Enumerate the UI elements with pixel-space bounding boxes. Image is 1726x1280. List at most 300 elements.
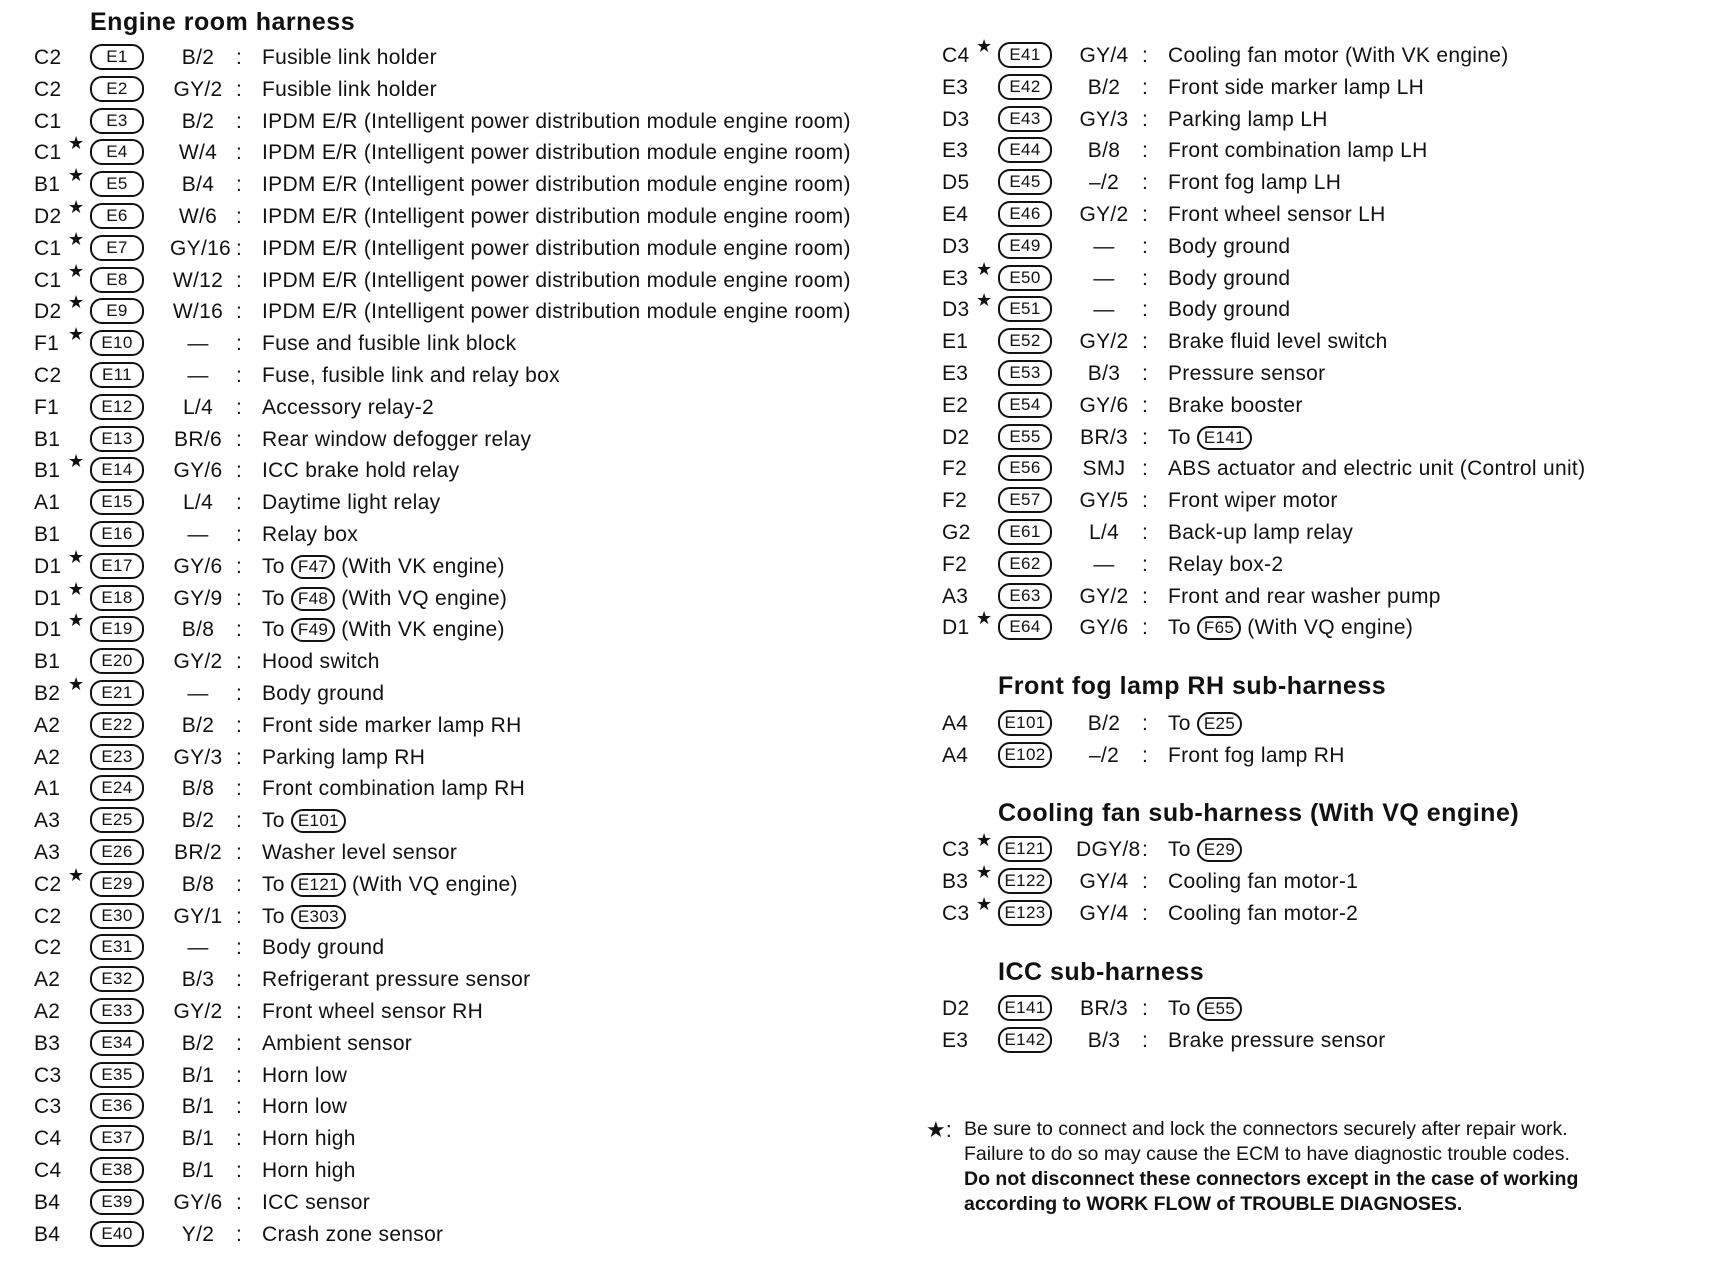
description-suffix: (With VK engine) xyxy=(341,554,505,578)
connector-row xyxy=(0,864,905,901)
connector-badge: E8 xyxy=(90,267,144,293)
grid-ref: C1 xyxy=(34,109,62,133)
connector-badge-wrap xyxy=(998,1027,1052,1053)
section-title: Engine room harness xyxy=(90,8,356,36)
description-text: Fuse and fusible link block xyxy=(262,332,517,356)
grid-ref: A3 xyxy=(34,809,61,833)
connector-row xyxy=(0,932,905,964)
connector-badge: E20 xyxy=(90,648,144,674)
description-text: Front wheel sensor LH xyxy=(1168,203,1386,226)
connector-badge: E44 xyxy=(998,137,1052,163)
connector-row xyxy=(0,228,905,265)
connector-description xyxy=(262,141,851,165)
colon-separator: : xyxy=(236,682,243,705)
connector-badge-wrap xyxy=(90,744,144,770)
target-connector-badge: F65 xyxy=(1197,616,1241,640)
description-text: Front fog lamp RH xyxy=(1168,743,1345,767)
connector-row xyxy=(0,42,905,74)
connector-description xyxy=(262,809,346,833)
connector-badge: E54 xyxy=(998,392,1052,418)
connector-spec: BR/3 xyxy=(1080,997,1128,1020)
connector-badge-wrap xyxy=(90,267,144,293)
connector-spec: B/3 xyxy=(181,968,215,992)
connector-spec: — xyxy=(187,523,209,546)
description-text: ICC sensor xyxy=(262,1190,371,1214)
colon-separator: : xyxy=(1142,1028,1149,1052)
grid-ref: B1 xyxy=(34,650,61,674)
grid-ref: C1 xyxy=(34,141,62,165)
colon-separator: : xyxy=(236,236,243,260)
connector-badge-wrap xyxy=(998,137,1052,163)
colon-separator: : xyxy=(1142,901,1149,925)
description-text: To xyxy=(262,618,285,642)
colon-separator: : xyxy=(1142,139,1149,163)
connector-badge: E30 xyxy=(90,903,144,929)
connector-row xyxy=(0,610,905,646)
connector-row xyxy=(0,964,905,996)
grid-ref: D1 xyxy=(34,586,62,610)
colon-separator: : xyxy=(1142,266,1149,290)
connector-description xyxy=(1168,553,1283,577)
connector-row xyxy=(0,996,905,1028)
connector-badge: E62 xyxy=(998,551,1052,577)
connector-badge: E141 xyxy=(998,995,1052,1021)
description-text: Pressure sensor xyxy=(1168,362,1326,385)
connector-description xyxy=(262,746,425,770)
connector-row xyxy=(920,258,1715,295)
description-text: ABS actuator and electric unit (Control unit) xyxy=(1168,457,1586,481)
connector-description xyxy=(1168,870,1358,894)
colon-separator: : xyxy=(1142,584,1149,608)
colon-separator: : xyxy=(1142,489,1149,513)
connector-badge-wrap xyxy=(998,74,1052,100)
colon-separator: : xyxy=(1142,44,1149,67)
colon-separator: : xyxy=(236,1222,243,1246)
connector-row xyxy=(0,1123,905,1155)
description-text: Crash zone sensor xyxy=(262,1222,444,1246)
colon-separator: : xyxy=(1142,75,1149,99)
connector-badge-wrap xyxy=(90,1221,144,1247)
connector-description xyxy=(262,1000,483,1024)
connector-spec: GY/6 xyxy=(1079,393,1129,417)
description-text: To xyxy=(262,904,285,928)
target-connector-badge: E121 xyxy=(291,873,346,897)
grid-ref: B2 xyxy=(34,682,61,705)
connector-spec: — xyxy=(1093,298,1115,322)
grid-ref: C1 xyxy=(34,268,62,292)
colon-separator: : xyxy=(1142,234,1149,258)
grid-ref: C2 xyxy=(34,77,62,101)
connector-badge-wrap xyxy=(90,108,144,134)
connector-badge-wrap xyxy=(998,868,1052,894)
star-icon: ★ xyxy=(976,861,993,882)
description-text: Cooling fan motor-1 xyxy=(1168,869,1359,893)
connector-badge: E37 xyxy=(90,1125,144,1151)
connector-spec: GY/1 xyxy=(173,904,223,928)
connector-row xyxy=(920,517,1715,549)
connector-row xyxy=(0,710,905,742)
connector-description xyxy=(262,650,380,674)
connector-badge: E14 xyxy=(90,457,144,483)
colon-separator: : xyxy=(236,268,243,292)
connector-badge: E33 xyxy=(90,998,144,1024)
connector-badge-wrap xyxy=(998,296,1052,322)
connector-spec: B/1 xyxy=(181,1127,215,1151)
connector-badge-wrap xyxy=(90,585,144,611)
star-icon: ★ xyxy=(68,228,85,249)
colon-separator: : xyxy=(236,109,243,133)
connector-description xyxy=(262,714,522,738)
connector-spec: — xyxy=(187,332,209,356)
description-text: To xyxy=(262,809,285,833)
colon-separator: : xyxy=(1142,425,1149,449)
connector-badge: E3 xyxy=(90,108,144,134)
description-suffix: (With VQ engine) xyxy=(351,872,518,896)
connector-badge-wrap xyxy=(90,457,144,483)
connector-spec: DGY/8 xyxy=(1076,838,1141,861)
description-text: To xyxy=(1168,425,1191,449)
grid-ref: C2 xyxy=(34,936,62,960)
description-text: To xyxy=(262,872,285,896)
description-text: Brake fluid level switch xyxy=(1168,330,1388,354)
description-text: IPDM E/R (Intelligent power distribution module engine room) xyxy=(262,300,851,324)
grid-ref: B1 xyxy=(34,173,61,197)
connector-row xyxy=(0,742,905,774)
connector-spec: GY/2 xyxy=(1079,330,1129,354)
description-text: Front fog lamp LH xyxy=(1168,171,1342,195)
colon-separator: : xyxy=(236,1063,243,1087)
connector-badge-wrap xyxy=(998,169,1052,195)
description-text: Body ground xyxy=(1168,266,1291,290)
connector-spec: — xyxy=(1093,266,1115,290)
connector-badge: E10 xyxy=(90,330,144,356)
colon-separator: : xyxy=(236,141,243,165)
connector-row xyxy=(920,993,1715,1025)
description-text: Ambient sensor xyxy=(262,1031,413,1055)
description-text: Front wheel sensor RH xyxy=(262,1000,484,1023)
connector-badge: E22 xyxy=(90,712,144,738)
connector-badge-wrap xyxy=(90,1062,144,1088)
connector-badge-wrap xyxy=(998,551,1052,577)
connector-badge-wrap xyxy=(998,614,1052,640)
star-icon: ★ xyxy=(68,165,85,186)
connector-row xyxy=(920,708,1715,740)
description-text: Front side marker lamp LH xyxy=(1168,75,1425,99)
connector-badge: E52 xyxy=(998,328,1052,354)
colon-separator: : xyxy=(236,777,243,801)
connector-description xyxy=(1168,521,1353,545)
target-connector-badge: E101 xyxy=(291,809,346,833)
description-text: Horn high xyxy=(262,1159,356,1182)
colon-separator: : xyxy=(236,491,243,515)
target-connector-badge: E303 xyxy=(291,905,346,929)
description-text: Washer level sensor xyxy=(262,841,458,864)
connector-badge-wrap xyxy=(90,1093,144,1119)
connector-badge: E13 xyxy=(90,426,144,452)
connector-description xyxy=(262,428,531,452)
connector-badge: E142 xyxy=(998,1027,1052,1053)
connector-badge-wrap xyxy=(998,424,1052,450)
connector-row xyxy=(0,106,905,138)
note-star-icon: ★: xyxy=(926,1117,952,1142)
connector-spec: GY/16 xyxy=(170,236,232,260)
star-icon: ★ xyxy=(68,324,85,345)
connector-badge-wrap xyxy=(90,203,144,229)
note-line-2: Failure to do so may cause the ECM to have diagnostic trouble codes. xyxy=(964,1143,1570,1165)
description-text: IPDM E/R (Intelligent power distribution module engine room) xyxy=(262,141,851,165)
description-text: To xyxy=(262,586,285,610)
connector-spec: GY/6 xyxy=(173,1190,223,1214)
connector-description xyxy=(262,300,851,324)
colon-separator: : xyxy=(1142,743,1149,767)
connector-badge: E32 xyxy=(90,966,144,992)
connector-spec: –/2 xyxy=(1088,171,1120,195)
star-icon: ★ xyxy=(976,830,993,850)
connector-badge-wrap xyxy=(90,648,144,674)
connector-spec: SMJ xyxy=(1082,457,1126,481)
connector-row xyxy=(0,360,905,392)
colon-separator: : xyxy=(236,713,243,737)
connector-badge: E24 xyxy=(90,775,144,801)
connector-badge-wrap xyxy=(90,521,144,547)
connector-spec: W/6 xyxy=(178,205,218,228)
connector-spec: GY/4 xyxy=(1079,869,1129,893)
grid-ref: E2 xyxy=(942,393,969,417)
grid-ref: F2 xyxy=(942,457,968,481)
target-connector-badge: E25 xyxy=(1197,712,1242,736)
grid-ref: A2 xyxy=(34,745,61,769)
connector-badge: E49 xyxy=(998,233,1052,259)
description-text: Fuse, fusible link and relay box xyxy=(262,364,560,387)
connector-row xyxy=(0,1028,905,1060)
grid-ref: E1 xyxy=(942,330,969,354)
colon-separator: : xyxy=(236,1095,243,1119)
description-text: IPDM E/R (Intelligent power distribution module engine room) xyxy=(262,173,851,197)
connector-badge-wrap xyxy=(90,680,144,706)
grid-ref: A1 xyxy=(34,777,61,801)
target-connector-badge: E55 xyxy=(1197,997,1242,1021)
connector-badge-wrap xyxy=(998,201,1052,227)
connector-badge-wrap xyxy=(998,900,1052,926)
description-suffix: (With VQ engine) xyxy=(341,586,508,610)
connector-description xyxy=(262,936,384,960)
description-text: Body ground xyxy=(262,682,385,705)
connector-badge-wrap xyxy=(998,455,1052,481)
connector-badge: E63 xyxy=(998,583,1052,609)
description-text: Horn low xyxy=(262,1095,348,1119)
grid-ref: C3 xyxy=(942,838,970,861)
colon-separator: : xyxy=(1142,869,1149,893)
section-title: Front fog lamp RH sub-harness xyxy=(998,672,1387,700)
connector-row xyxy=(920,104,1715,136)
star-icon: ★ xyxy=(68,292,85,313)
section-title: Cooling fan sub-harness (With VQ engine) xyxy=(998,799,1520,827)
connector-badge-wrap xyxy=(90,426,144,452)
colon-separator: : xyxy=(236,1127,243,1151)
connector-spec: GY/6 xyxy=(1079,616,1129,640)
colon-separator: : xyxy=(236,364,243,387)
connector-badge: E41 xyxy=(998,42,1052,68)
colon-separator: : xyxy=(236,618,243,642)
note-line-4: according to WORK FLOW of TROUBLE DIAGNOSES. xyxy=(964,1193,1463,1215)
description-text: To xyxy=(1168,616,1191,640)
connector-spec: GY/4 xyxy=(1079,901,1129,925)
description-text: ICC brake hold relay xyxy=(262,459,460,483)
target-connector-badge: F49 xyxy=(291,618,335,642)
connector-description xyxy=(262,555,505,579)
grid-ref: E3 xyxy=(942,362,969,385)
colon-separator: : xyxy=(236,554,243,578)
colon-separator: : xyxy=(1142,171,1149,195)
connector-description xyxy=(1168,76,1424,100)
connector-badge: E57 xyxy=(998,487,1052,513)
description-text: Body ground xyxy=(1168,234,1291,258)
connector-badge: E6 xyxy=(90,203,144,229)
colon-separator: : xyxy=(1142,457,1149,481)
connector-spec: — xyxy=(1093,234,1115,258)
connector-spec: GY/6 xyxy=(173,554,223,578)
connector-badge-wrap xyxy=(90,489,144,515)
connector-badge: E35 xyxy=(90,1062,144,1088)
connector-description xyxy=(1168,108,1328,132)
description-text: Horn high xyxy=(262,1127,356,1151)
grid-ref: E3 xyxy=(942,266,969,290)
connector-description xyxy=(262,905,346,929)
grid-ref: D3 xyxy=(942,107,970,131)
colon-separator: : xyxy=(236,427,243,451)
connector-description xyxy=(262,777,525,801)
connector-spec: B/2 xyxy=(181,809,215,833)
colon-separator: : xyxy=(1142,362,1149,385)
colon-separator: : xyxy=(236,459,243,483)
connector-spec: GY/2 xyxy=(1079,203,1129,226)
description-text: Front and rear washer pump xyxy=(1168,584,1441,608)
grid-ref: C3 xyxy=(942,901,970,925)
connector-badge: E121 xyxy=(998,836,1052,862)
grid-ref: B3 xyxy=(34,1031,61,1055)
connector-badge-wrap xyxy=(998,583,1052,609)
connector-row xyxy=(920,740,1715,772)
connector-description xyxy=(262,237,851,261)
connector-row xyxy=(0,773,905,805)
connector-row xyxy=(920,36,1715,72)
star-icon: ★ xyxy=(976,36,993,56)
grid-ref: C3 xyxy=(34,1095,62,1119)
colon-separator: : xyxy=(236,205,243,228)
connector-badge-wrap xyxy=(90,966,144,992)
connector-spec: B/4 xyxy=(181,173,215,197)
connector-row xyxy=(0,1155,905,1187)
colon-separator: : xyxy=(236,173,243,197)
colon-separator: : xyxy=(236,1159,243,1182)
connector-row xyxy=(0,74,905,106)
connector-description xyxy=(1168,744,1345,768)
connector-description xyxy=(1168,298,1290,322)
connector-spec: B/1 xyxy=(181,1159,215,1182)
connector-spec: B/2 xyxy=(181,46,215,69)
connector-row xyxy=(0,197,905,233)
connector-spec: W/12 xyxy=(172,268,224,292)
colon-separator: : xyxy=(236,1190,243,1214)
connector-description xyxy=(1168,712,1242,736)
connector-badge: E40 xyxy=(90,1221,144,1247)
description-text: To xyxy=(262,554,285,578)
connector-description xyxy=(262,46,437,70)
connector-row xyxy=(920,608,1715,644)
connector-badge-wrap xyxy=(90,394,144,420)
description-text: Front wiper motor xyxy=(1168,489,1338,513)
connector-badge-wrap xyxy=(90,76,144,102)
connector-spec: L/4 xyxy=(1088,521,1120,544)
colon-separator: : xyxy=(1142,616,1149,640)
colon-separator: : xyxy=(236,300,243,324)
connector-row xyxy=(0,646,905,678)
star-icon: ★ xyxy=(68,610,85,631)
star-icon: ★ xyxy=(68,546,85,567)
connector-badge: E64 xyxy=(998,614,1052,640)
connector-badge: E25 xyxy=(90,807,144,833)
connector-row xyxy=(0,392,905,424)
connector-description xyxy=(1168,489,1338,513)
star-icon: ★ xyxy=(68,674,85,694)
grid-ref: A4 xyxy=(942,743,969,767)
connector-badge-wrap xyxy=(90,1125,144,1151)
connector-spec: BR/2 xyxy=(174,841,222,864)
connector-description xyxy=(262,682,384,706)
connector-spec: –/2 xyxy=(1088,743,1120,767)
connector-spec: — xyxy=(1093,552,1115,576)
connector-badge-wrap xyxy=(90,839,144,865)
colon-separator: : xyxy=(1142,838,1149,861)
connector-badge-wrap xyxy=(90,712,144,738)
grid-ref: A1 xyxy=(34,491,61,515)
connector-spec: GY/3 xyxy=(1079,107,1129,131)
grid-ref: G2 xyxy=(942,521,971,544)
connector-badge: E36 xyxy=(90,1093,144,1119)
connector-row xyxy=(0,546,905,583)
connector-badge: E45 xyxy=(998,169,1052,195)
connector-row xyxy=(0,1187,905,1219)
connector-spec: GY/2 xyxy=(173,650,223,674)
connector-row xyxy=(0,805,905,837)
star-icon: ★ xyxy=(68,864,85,885)
star-icon: ★ xyxy=(976,608,993,629)
connector-row xyxy=(0,451,905,487)
grid-ref: F1 xyxy=(34,395,60,419)
connector-description xyxy=(1168,139,1428,163)
description-text: Relay box-2 xyxy=(1168,552,1284,576)
section-title: ICC sub-harness xyxy=(998,958,1205,986)
connector-description xyxy=(262,1095,347,1119)
connector-badge: E34 xyxy=(90,1030,144,1056)
connector-spec: B/2 xyxy=(181,1031,215,1055)
connector-spec: — xyxy=(187,682,209,705)
connector-spec: B/8 xyxy=(181,777,215,801)
connector-description xyxy=(1168,1029,1386,1053)
connector-row xyxy=(920,485,1715,517)
connector-badge-wrap xyxy=(998,392,1052,418)
description-suffix: (With VK engine) xyxy=(341,618,505,642)
grid-ref: E3 xyxy=(942,75,969,99)
connector-badge: E42 xyxy=(998,74,1052,100)
connector-badge: E9 xyxy=(90,298,144,324)
connector-badge-wrap xyxy=(90,807,144,833)
connector-badge: E29 xyxy=(90,871,144,897)
colon-separator: : xyxy=(236,1031,243,1055)
grid-ref: A2 xyxy=(34,713,61,737)
grid-ref: C2 xyxy=(34,46,62,69)
connector-badge-wrap xyxy=(998,487,1052,513)
